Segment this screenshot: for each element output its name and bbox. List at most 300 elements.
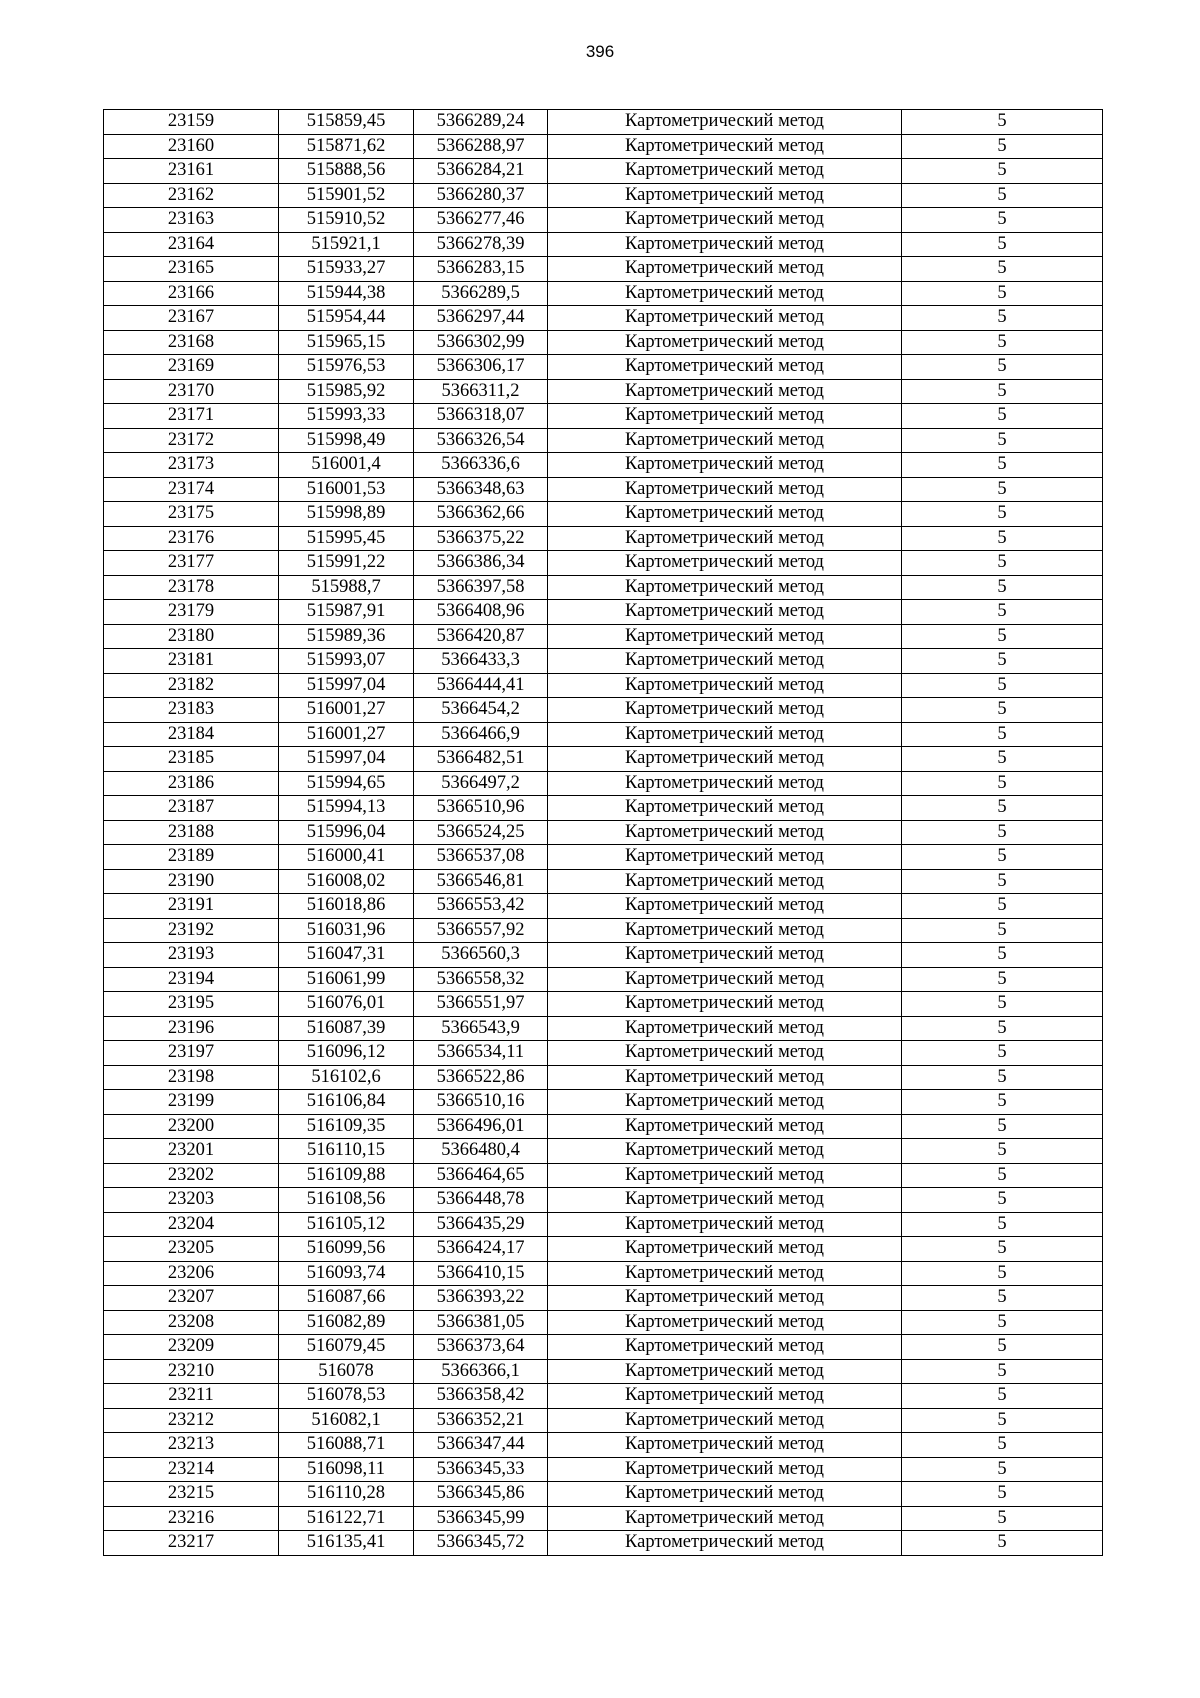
y-coordinate-cell: 5366464,65 (414, 1163, 548, 1188)
point-number-cell: 23166 (104, 281, 279, 306)
y-coordinate-cell: 5366551,97 (414, 992, 548, 1017)
point-number-cell: 23195 (104, 992, 279, 1017)
method-cell: Картометрический метод (548, 1506, 902, 1531)
point-number-cell: 23217 (104, 1531, 279, 1556)
y-coordinate-cell: 5366345,33 (414, 1457, 548, 1482)
point-number-cell: 23180 (104, 624, 279, 649)
point-number-cell: 23188 (104, 820, 279, 845)
y-coordinate-cell: 5366433,3 (414, 649, 548, 674)
accuracy-cell: 5 (902, 722, 1103, 747)
point-number-cell: 23215 (104, 1482, 279, 1507)
y-coordinate-cell: 5366375,22 (414, 526, 548, 551)
table-row (104, 575, 1103, 600)
point-number-cell: 23189 (104, 845, 279, 870)
x-coordinate-cell: 516001,27 (279, 722, 414, 747)
x-coordinate-cell: 516135,41 (279, 1531, 414, 1556)
point-number-cell: 23174 (104, 477, 279, 502)
accuracy-cell: 5 (902, 379, 1103, 404)
x-coordinate-cell: 515888,56 (279, 159, 414, 184)
y-coordinate-cell: 5366454,2 (414, 698, 548, 723)
table-row (104, 134, 1103, 159)
x-coordinate-cell: 516099,56 (279, 1237, 414, 1262)
x-coordinate-cell: 516109,35 (279, 1114, 414, 1139)
x-coordinate-cell: 516008,02 (279, 869, 414, 894)
x-coordinate-cell: 516087,39 (279, 1016, 414, 1041)
point-number-cell: 23163 (104, 208, 279, 233)
method-cell: Картометрический метод (548, 379, 902, 404)
accuracy-cell: 5 (902, 796, 1103, 821)
x-coordinate-cell: 516061,99 (279, 967, 414, 992)
table-row (104, 379, 1103, 404)
accuracy-cell: 5 (902, 1335, 1103, 1360)
point-number-cell: 23169 (104, 355, 279, 380)
y-coordinate-cell: 5366336,6 (414, 453, 548, 478)
point-number-cell: 23187 (104, 796, 279, 821)
accuracy-cell: 5 (902, 551, 1103, 576)
x-coordinate-cell: 515871,62 (279, 134, 414, 159)
x-coordinate-cell: 515985,92 (279, 379, 414, 404)
x-coordinate-cell: 515989,36 (279, 624, 414, 649)
y-coordinate-cell: 5366534,11 (414, 1041, 548, 1066)
y-coordinate-cell: 5366496,01 (414, 1114, 548, 1139)
y-coordinate-cell: 5366524,25 (414, 820, 548, 845)
table-row (104, 208, 1103, 233)
x-coordinate-cell: 516000,41 (279, 845, 414, 870)
page-number: 396 (585, 42, 615, 61)
table-row (104, 477, 1103, 502)
x-coordinate-cell: 515954,44 (279, 306, 414, 331)
accuracy-cell: 5 (902, 1310, 1103, 1335)
accuracy-cell: 5 (902, 502, 1103, 527)
method-cell: Картометрический метод (548, 796, 902, 821)
point-number-cell: 23183 (104, 698, 279, 723)
accuracy-cell: 5 (902, 306, 1103, 331)
accuracy-cell: 5 (902, 1457, 1103, 1482)
x-coordinate-cell: 515901,52 (279, 183, 414, 208)
y-coordinate-cell: 5366366,1 (414, 1359, 548, 1384)
coordinates-table (103, 109, 1103, 1556)
method-cell: Картометрический метод (548, 1286, 902, 1311)
table-row (104, 1457, 1103, 1482)
y-coordinate-cell: 5366280,37 (414, 183, 548, 208)
x-coordinate-cell: 516106,84 (279, 1090, 414, 1115)
y-coordinate-cell: 5366326,54 (414, 428, 548, 453)
y-coordinate-cell: 5366397,58 (414, 575, 548, 600)
y-coordinate-cell: 5366373,64 (414, 1335, 548, 1360)
table-row (104, 918, 1103, 943)
point-number-cell: 23216 (104, 1506, 279, 1531)
accuracy-cell: 5 (902, 477, 1103, 502)
table-row (104, 404, 1103, 429)
y-coordinate-cell: 5366306,17 (414, 355, 548, 380)
accuracy-cell: 5 (902, 1188, 1103, 1213)
table-row (104, 1335, 1103, 1360)
x-coordinate-cell: 515910,52 (279, 208, 414, 233)
table-row (104, 820, 1103, 845)
accuracy-cell: 5 (902, 820, 1103, 845)
method-cell: Картометрический метод (548, 1139, 902, 1164)
point-number-cell: 23198 (104, 1065, 279, 1090)
method-cell: Картометрический метод (548, 1188, 902, 1213)
y-coordinate-cell: 5366510,96 (414, 796, 548, 821)
accuracy-cell: 5 (902, 1261, 1103, 1286)
x-coordinate-cell: 516001,27 (279, 698, 414, 723)
table-row (104, 257, 1103, 282)
method-cell: Картометрический метод (548, 771, 902, 796)
x-coordinate-cell: 515944,38 (279, 281, 414, 306)
point-number-cell: 23206 (104, 1261, 279, 1286)
table-row (104, 1482, 1103, 1507)
table-row (104, 796, 1103, 821)
x-coordinate-cell: 516076,01 (279, 992, 414, 1017)
table-row (104, 1188, 1103, 1213)
point-number-cell: 23178 (104, 575, 279, 600)
x-coordinate-cell: 515921,1 (279, 232, 414, 257)
accuracy-cell: 5 (902, 1041, 1103, 1066)
table-row (104, 1433, 1103, 1458)
x-coordinate-cell: 516102,6 (279, 1065, 414, 1090)
accuracy-cell: 5 (902, 1506, 1103, 1531)
point-number-cell: 23211 (104, 1384, 279, 1409)
y-coordinate-cell: 5366302,99 (414, 330, 548, 355)
method-cell: Картометрический метод (548, 330, 902, 355)
point-number-cell: 23199 (104, 1090, 279, 1115)
method-cell: Картометрический метод (548, 453, 902, 478)
table-row (104, 306, 1103, 331)
x-coordinate-cell: 515988,7 (279, 575, 414, 600)
accuracy-cell: 5 (902, 992, 1103, 1017)
x-coordinate-cell: 515996,04 (279, 820, 414, 845)
table-row (104, 1016, 1103, 1041)
table-row (104, 1531, 1103, 1556)
x-coordinate-cell: 516078 (279, 1359, 414, 1384)
accuracy-cell: 5 (902, 110, 1103, 135)
point-number-cell: 23162 (104, 183, 279, 208)
point-number-cell: 23210 (104, 1359, 279, 1384)
point-number-cell: 23197 (104, 1041, 279, 1066)
table-row (104, 1310, 1103, 1335)
x-coordinate-cell: 515993,33 (279, 404, 414, 429)
method-cell: Картометрический метод (548, 1359, 902, 1384)
accuracy-cell: 5 (902, 330, 1103, 355)
x-coordinate-cell: 516110,15 (279, 1139, 414, 1164)
method-cell: Картометрический метод (548, 747, 902, 772)
x-coordinate-cell: 515994,13 (279, 796, 414, 821)
x-coordinate-cell: 516031,96 (279, 918, 414, 943)
y-coordinate-cell: 5366510,16 (414, 1090, 548, 1115)
table-row (104, 159, 1103, 184)
table-row (104, 649, 1103, 674)
method-cell: Картометрический метод (548, 208, 902, 233)
method-cell: Картометрический метод (548, 600, 902, 625)
accuracy-cell: 5 (902, 1090, 1103, 1115)
accuracy-cell: 5 (902, 698, 1103, 723)
table-row (104, 183, 1103, 208)
y-coordinate-cell: 5366497,2 (414, 771, 548, 796)
y-coordinate-cell: 5366558,32 (414, 967, 548, 992)
table-row (104, 1408, 1103, 1433)
table-row (104, 1041, 1103, 1066)
table-row (104, 869, 1103, 894)
y-coordinate-cell: 5366557,92 (414, 918, 548, 943)
point-number-cell: 23193 (104, 943, 279, 968)
accuracy-cell: 5 (902, 355, 1103, 380)
y-coordinate-cell: 5366522,86 (414, 1065, 548, 1090)
x-coordinate-cell: 515987,91 (279, 600, 414, 625)
method-cell: Картометрический метод (548, 1531, 902, 1556)
table-row (104, 1163, 1103, 1188)
y-coordinate-cell: 5366345,72 (414, 1531, 548, 1556)
method-cell: Картометрический метод (548, 992, 902, 1017)
point-number-cell: 23191 (104, 894, 279, 919)
accuracy-cell: 5 (902, 967, 1103, 992)
x-coordinate-cell: 516098,11 (279, 1457, 414, 1482)
accuracy-cell: 5 (902, 1482, 1103, 1507)
accuracy-cell: 5 (902, 747, 1103, 772)
accuracy-cell: 5 (902, 183, 1103, 208)
method-cell: Картометрический метод (548, 477, 902, 502)
table-row (104, 1114, 1103, 1139)
table-row (104, 110, 1103, 135)
method-cell: Картометрический метод (548, 1457, 902, 1482)
y-coordinate-cell: 5366420,87 (414, 624, 548, 649)
y-coordinate-cell: 5366297,44 (414, 306, 548, 331)
y-coordinate-cell: 5366537,08 (414, 845, 548, 870)
point-number-cell: 23171 (104, 404, 279, 429)
accuracy-cell: 5 (902, 526, 1103, 551)
method-cell: Картометрический метод (548, 1237, 902, 1262)
point-number-cell: 23175 (104, 502, 279, 527)
method-cell: Картометрический метод (548, 845, 902, 870)
y-coordinate-cell: 5366448,78 (414, 1188, 548, 1213)
accuracy-cell: 5 (902, 624, 1103, 649)
accuracy-cell: 5 (902, 1237, 1103, 1262)
x-coordinate-cell: 516082,89 (279, 1310, 414, 1335)
point-number-cell: 23182 (104, 673, 279, 698)
method-cell: Картометрический метод (548, 698, 902, 723)
accuracy-cell: 5 (902, 159, 1103, 184)
point-number-cell: 23213 (104, 1433, 279, 1458)
accuracy-cell: 5 (902, 257, 1103, 282)
x-coordinate-cell: 515976,53 (279, 355, 414, 380)
method-cell: Картометрический метод (548, 306, 902, 331)
method-cell: Картометрический метод (548, 943, 902, 968)
point-number-cell: 23177 (104, 551, 279, 576)
accuracy-cell: 5 (902, 134, 1103, 159)
point-number-cell: 23176 (104, 526, 279, 551)
method-cell: Картометрический метод (548, 134, 902, 159)
y-coordinate-cell: 5366318,07 (414, 404, 548, 429)
y-coordinate-cell: 5366345,86 (414, 1482, 548, 1507)
point-number-cell: 23214 (104, 1457, 279, 1482)
method-cell: Картометрический метод (548, 624, 902, 649)
table-row (104, 894, 1103, 919)
point-number-cell: 23168 (104, 330, 279, 355)
point-number-cell: 23212 (104, 1408, 279, 1433)
method-cell: Картометрический метод (548, 1163, 902, 1188)
method-cell: Картометрический метод (548, 404, 902, 429)
table-row (104, 502, 1103, 527)
table-row (104, 1065, 1103, 1090)
y-coordinate-cell: 5366408,96 (414, 600, 548, 625)
y-coordinate-cell: 5366393,22 (414, 1286, 548, 1311)
point-number-cell: 23179 (104, 600, 279, 625)
accuracy-cell: 5 (902, 894, 1103, 919)
accuracy-cell: 5 (902, 771, 1103, 796)
table-row (104, 967, 1103, 992)
accuracy-cell: 5 (902, 845, 1103, 870)
x-coordinate-cell: 516018,86 (279, 894, 414, 919)
method-cell: Картометрический метод (548, 967, 902, 992)
accuracy-cell: 5 (902, 1531, 1103, 1556)
method-cell: Картометрический метод (548, 428, 902, 453)
y-coordinate-cell: 5366444,41 (414, 673, 548, 698)
table-row (104, 1237, 1103, 1262)
table-row (104, 232, 1103, 257)
point-number-cell: 23159 (104, 110, 279, 135)
point-number-cell: 23202 (104, 1163, 279, 1188)
point-number-cell: 23209 (104, 1335, 279, 1360)
method-cell: Картометрический метод (548, 575, 902, 600)
method-cell: Картометрический метод (548, 673, 902, 698)
accuracy-cell: 5 (902, 1212, 1103, 1237)
accuracy-cell: 5 (902, 453, 1103, 478)
point-number-cell: 23200 (104, 1114, 279, 1139)
x-coordinate-cell: 516096,12 (279, 1041, 414, 1066)
x-coordinate-cell: 515859,45 (279, 110, 414, 135)
table-row (104, 1261, 1103, 1286)
point-number-cell: 23194 (104, 967, 279, 992)
x-coordinate-cell: 516079,45 (279, 1335, 414, 1360)
accuracy-cell: 5 (902, 1286, 1103, 1311)
table-row (104, 747, 1103, 772)
table-row (104, 1090, 1103, 1115)
y-coordinate-cell: 5366358,42 (414, 1384, 548, 1409)
point-number-cell: 23172 (104, 428, 279, 453)
accuracy-cell: 5 (902, 1139, 1103, 1164)
y-coordinate-cell: 5366284,21 (414, 159, 548, 184)
y-coordinate-cell: 5366424,17 (414, 1237, 548, 1262)
y-coordinate-cell: 5366435,29 (414, 1212, 548, 1237)
point-number-cell: 23185 (104, 747, 279, 772)
method-cell: Картометрический метод (548, 1384, 902, 1409)
point-number-cell: 23190 (104, 869, 279, 894)
x-coordinate-cell: 515997,04 (279, 747, 414, 772)
point-number-cell: 23201 (104, 1139, 279, 1164)
x-coordinate-cell: 516109,88 (279, 1163, 414, 1188)
method-cell: Картометрический метод (548, 257, 902, 282)
method-cell: Картометрический метод (548, 1016, 902, 1041)
method-cell: Картометрический метод (548, 159, 902, 184)
point-number-cell: 23184 (104, 722, 279, 747)
method-cell: Картометрический метод (548, 1482, 902, 1507)
point-number-cell: 23204 (104, 1212, 279, 1237)
x-coordinate-cell: 516078,53 (279, 1384, 414, 1409)
x-coordinate-cell: 516105,12 (279, 1212, 414, 1237)
accuracy-cell: 5 (902, 673, 1103, 698)
y-coordinate-cell: 5366410,15 (414, 1261, 548, 1286)
method-cell: Картометрический метод (548, 820, 902, 845)
point-number-cell: 23186 (104, 771, 279, 796)
y-coordinate-cell: 5366277,46 (414, 208, 548, 233)
x-coordinate-cell: 516087,66 (279, 1286, 414, 1311)
method-cell: Картометрический метод (548, 1408, 902, 1433)
x-coordinate-cell: 515998,49 (279, 428, 414, 453)
x-coordinate-cell: 516047,31 (279, 943, 414, 968)
x-coordinate-cell: 515994,65 (279, 771, 414, 796)
y-coordinate-cell: 5366283,15 (414, 257, 548, 282)
table-row (104, 1359, 1103, 1384)
method-cell: Картометрический метод (548, 551, 902, 576)
method-cell: Картометрический метод (548, 526, 902, 551)
method-cell: Картометрический метод (548, 1114, 902, 1139)
method-cell: Картометрический метод (548, 918, 902, 943)
accuracy-cell: 5 (902, 1433, 1103, 1458)
y-coordinate-cell: 5366289,5 (414, 281, 548, 306)
method-cell: Картометрический метод (548, 1335, 902, 1360)
point-number-cell: 23181 (104, 649, 279, 674)
y-coordinate-cell: 5366362,66 (414, 502, 548, 527)
x-coordinate-cell: 515995,45 (279, 526, 414, 551)
method-cell: Картометрический метод (548, 1065, 902, 1090)
table-row (104, 624, 1103, 649)
table-row (104, 722, 1103, 747)
accuracy-cell: 5 (902, 281, 1103, 306)
accuracy-cell: 5 (902, 918, 1103, 943)
x-coordinate-cell: 516082,1 (279, 1408, 414, 1433)
method-cell: Картометрический метод (548, 894, 902, 919)
point-number-cell: 23203 (104, 1188, 279, 1213)
y-coordinate-cell: 5366546,81 (414, 869, 548, 894)
method-cell: Картометрический метод (548, 110, 902, 135)
accuracy-cell: 5 (902, 575, 1103, 600)
table-row (104, 1212, 1103, 1237)
y-coordinate-cell: 5366352,21 (414, 1408, 548, 1433)
x-coordinate-cell: 516088,71 (279, 1433, 414, 1458)
method-cell: Картометрический метод (548, 722, 902, 747)
point-number-cell: 23192 (104, 918, 279, 943)
table-row (104, 281, 1103, 306)
x-coordinate-cell: 515933,27 (279, 257, 414, 282)
point-number-cell: 23207 (104, 1286, 279, 1311)
y-coordinate-cell: 5366553,42 (414, 894, 548, 919)
table-row (104, 771, 1103, 796)
y-coordinate-cell: 5366347,44 (414, 1433, 548, 1458)
y-coordinate-cell: 5366560,3 (414, 943, 548, 968)
y-coordinate-cell: 5366311,2 (414, 379, 548, 404)
table-row (104, 1384, 1103, 1409)
y-coordinate-cell: 5366289,24 (414, 110, 548, 135)
x-coordinate-cell: 516108,56 (279, 1188, 414, 1213)
point-number-cell: 23161 (104, 159, 279, 184)
y-coordinate-cell: 5366381,05 (414, 1310, 548, 1335)
method-cell: Картометрический метод (548, 232, 902, 257)
method-cell: Картометрический метод (548, 869, 902, 894)
y-coordinate-cell: 5366345,99 (414, 1506, 548, 1531)
accuracy-cell: 5 (902, 649, 1103, 674)
method-cell: Картометрический метод (548, 1090, 902, 1115)
table-row (104, 698, 1103, 723)
table-row (104, 600, 1103, 625)
y-coordinate-cell: 5366480,4 (414, 1139, 548, 1164)
method-cell: Картометрический метод (548, 1212, 902, 1237)
table-row (104, 943, 1103, 968)
accuracy-cell: 5 (902, 1016, 1103, 1041)
accuracy-cell: 5 (902, 943, 1103, 968)
point-number-cell: 23160 (104, 134, 279, 159)
x-coordinate-cell: 515998,89 (279, 502, 414, 527)
point-number-cell: 23205 (104, 1237, 279, 1262)
